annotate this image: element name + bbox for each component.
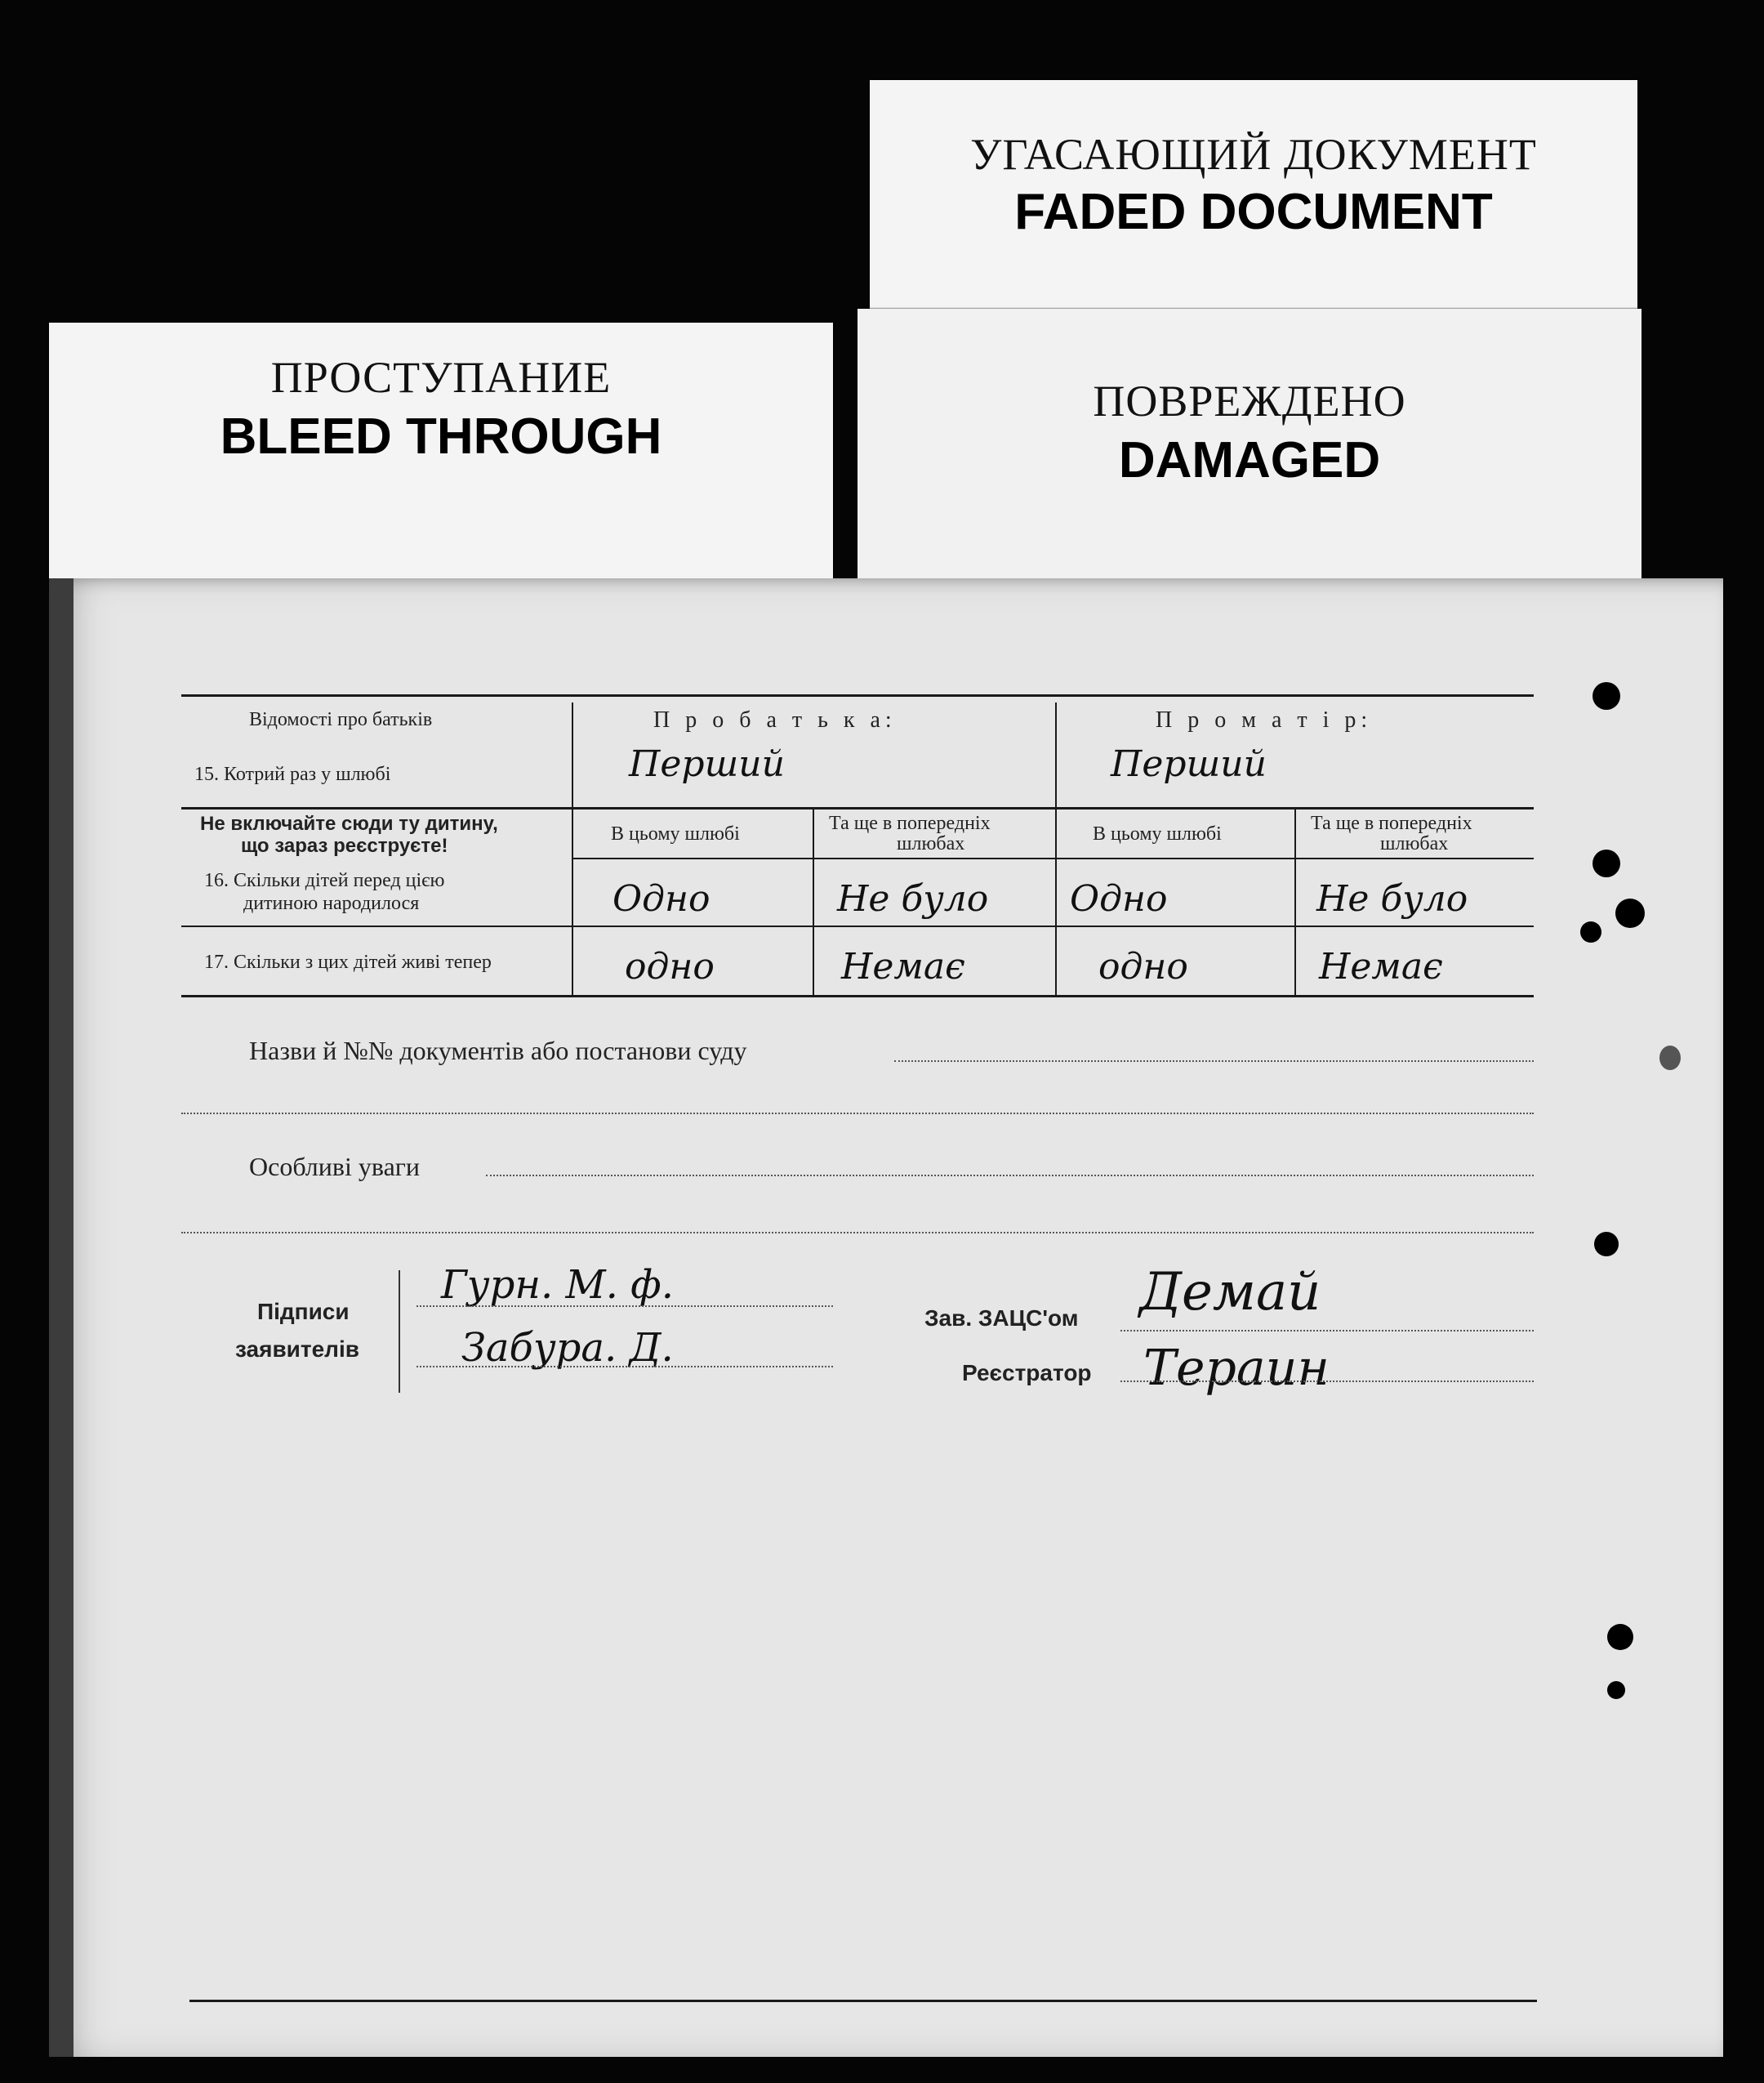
- row16-father-this: Одно: [612, 878, 710, 920]
- notes-label: Особливі уваги: [249, 1152, 421, 1181]
- row16-mother-this: Одно: [1070, 878, 1168, 920]
- applicant-signature-1: Гурн. М. ф.: [441, 1262, 674, 1308]
- mother-prev-marriages-header-1: Та ще в попередніх: [1311, 813, 1472, 834]
- applicant-sig-line-2: [416, 1366, 833, 1367]
- punch-hole: [1592, 682, 1620, 710]
- registrar-sig-line: [1120, 1380, 1534, 1382]
- punch-hole: [1659, 1046, 1681, 1070]
- row17-mother-prev: Немає: [1319, 946, 1443, 988]
- table-rule: [181, 807, 1534, 810]
- signature-brace: [399, 1270, 400, 1393]
- punch-hole: [1607, 1681, 1625, 1699]
- head-zags-label: Зав. ЗАЦС'ом: [924, 1305, 1079, 1331]
- bleed-en-label: BLEED THROUGH: [220, 408, 662, 465]
- sheet-binding-edge: [49, 578, 74, 2057]
- row17-father-this: одно: [625, 946, 715, 988]
- faded-ru-label: УГАСАЮЩИЙ ДОКУМЕНТ: [970, 130, 1537, 179]
- damaged-card: [858, 309, 1642, 578]
- father-prev-marriages-header-2: шлюбах: [897, 833, 965, 854]
- table-rule: [572, 858, 1534, 859]
- row15-father-value: Перший: [629, 743, 785, 785]
- punch-hole: [1592, 850, 1620, 877]
- punch-hole: [1615, 899, 1645, 928]
- exclude-note-line2: що зараз реєструєте!: [241, 835, 448, 857]
- row16-label-line1: 16. Скільки дітей перед цією: [204, 870, 445, 891]
- faded-en-label: FADED DOCUMENT: [1014, 184, 1493, 240]
- applicant-sig-line-1: [416, 1305, 833, 1307]
- table-bottom-rule: [181, 995, 1534, 997]
- documents-label: Назви й №№ документів або постанови суду: [249, 1036, 747, 1065]
- applicant-signature-2: Забура. Д.: [461, 1325, 674, 1371]
- registrar-label: Реєстратор: [962, 1360, 1092, 1385]
- table-col-divider: [813, 809, 814, 995]
- documents-dotted-line-2: [181, 1113, 1534, 1114]
- row17-mother-this: одно: [1098, 946, 1188, 988]
- table-top-rule: [181, 694, 1534, 697]
- applicants-signature-label-1: Підписи: [257, 1299, 350, 1324]
- head-sig-line: [1120, 1330, 1534, 1331]
- table-rule: [181, 926, 1534, 927]
- row16-father-prev: Не було: [837, 878, 989, 920]
- row15-label: 15. Котрий раз у шлюбі: [194, 764, 391, 785]
- damaged-en-label: DAMAGED: [1118, 432, 1381, 488]
- faded-document-card: [870, 80, 1637, 325]
- table-col-divider: [572, 703, 573, 995]
- row16-mother-prev: Не було: [1316, 878, 1468, 920]
- row15-mother-value: Перший: [1111, 743, 1267, 785]
- head-zags-signature: Демай: [1139, 1262, 1321, 1323]
- punch-hole: [1607, 1624, 1633, 1650]
- father-prev-marriages-header-1: Та ще в попередніх: [829, 813, 991, 834]
- header-father: П р о б а т ь к а:: [653, 707, 897, 733]
- applicants-signature-label-2: заявителів: [235, 1336, 359, 1362]
- bleed-through-card: [49, 323, 833, 592]
- father-this-marriage-header: В цьому шлюбі: [611, 823, 740, 845]
- table-col-divider: [1294, 809, 1296, 995]
- mother-this-marriage-header: В цьому шлюбі: [1093, 823, 1222, 845]
- table-col-divider: [1055, 703, 1057, 995]
- damaged-ru-label: ПОВРЕЖДЕНО: [1093, 377, 1406, 426]
- mother-prev-marriages-header-2: шлюбах: [1380, 833, 1449, 854]
- exclude-note-line1: Не включайте сюди ту дитину,: [200, 813, 498, 835]
- row16-label-line2: дитиною народилося: [243, 893, 420, 914]
- documents-dotted-line: [894, 1060, 1534, 1062]
- bleed-ru-label: ПРОСТУПАНИЕ: [270, 353, 612, 402]
- row17-father-prev: Немає: [841, 946, 965, 988]
- header-parents-info: Відомості про батьків: [249, 709, 433, 730]
- notes-dotted-line: [486, 1175, 1534, 1176]
- notes-dotted-line-2: [181, 1232, 1534, 1233]
- punch-hole: [1594, 1232, 1619, 1256]
- bottom-rule: [189, 2000, 1537, 2002]
- registrar-signature: Тераин: [1143, 1340, 1330, 1397]
- row17-label: 17. Скільки з цих дітей живі тепер: [204, 952, 492, 973]
- punch-hole: [1580, 921, 1601, 943]
- header-mother: П р о м а т і р:: [1156, 707, 1373, 733]
